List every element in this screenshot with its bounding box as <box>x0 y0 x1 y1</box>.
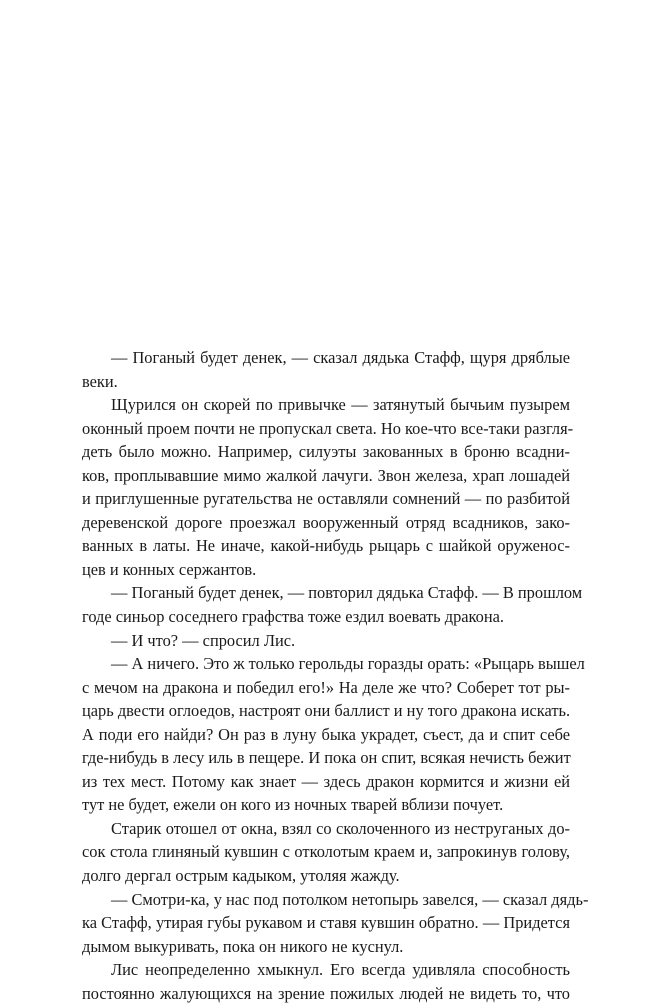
text-line: оконный проем почти не пропускал света. Но кое-что все-таки разгля- <box>82 418 574 438</box>
text-line: и приглушенные ругательства не оставляли сомнений — по разбитой <box>82 489 570 509</box>
body-text <box>82 346 589 1005</box>
text-line: — А ничего. Это ж только герольды горазды орать: «Рыцарь вышел <box>111 654 585 674</box>
text-line: — Смотри-ка, у нас под потолком нетопырь завелся, — сказал дядь- <box>111 889 589 909</box>
text-line: годе синьор соседнего графства тоже ездил воевать дракона. <box>82 607 505 627</box>
text-line: сок стола глиняный кувшин с отколотым краем и, запрокинув голову, <box>82 842 570 862</box>
text-line: ков, проплывавшие мимо жалкой лачуги. Звон железа, храп лошадей <box>82 465 570 485</box>
text-line: из тех мест. Потому как знает — здесь дракон кормится и жизни ей <box>82 771 570 791</box>
text-line: долго дергал острым кадыком, утоляя жажду. <box>82 866 400 886</box>
text-line: ка Стафф, утирая губы рукавом и ставя кувшин обратно. — Придется <box>82 913 570 933</box>
text-line: — И что? — спросил Лис. <box>111 630 296 650</box>
text-line: цев и конных сержантов. <box>82 559 257 579</box>
text-line: царь двести оглоедов, настроят они баллист и ну того дракона искать. <box>82 701 571 721</box>
text-line: деревенской дороге проезжал вооруженный отряд всадников, зако- <box>82 512 570 532</box>
text-line: с мечом на дракона и победил его!» На деле же что? Соберет тот ры- <box>82 677 570 697</box>
text-line: — Поганый будет денек, — сказал дядька Стафф, щуря дряблые <box>111 348 570 367</box>
text-line: — Поганый будет денек, — повторил дядька Стафф. — В прошлом <box>111 583 583 603</box>
text-line: веки. <box>82 371 118 391</box>
text-line: А поди его найди? Он раз в луну быка украдет, съест, да и спит себе <box>82 724 570 744</box>
text-line: ванных в латы. Не иначе, какой-нибудь рыцарь с шайкой оруженос- <box>82 536 570 556</box>
text-line: Лис неопределенно хмыкнул. Его всегда удивляла способность <box>111 960 570 980</box>
text-line: деть было можно. Например, силуэты закованных в броню всадни- <box>82 442 570 462</box>
text-line: Щурился он скорей по привычке — затянутый бычьим пузырем <box>111 395 570 415</box>
text-line: Старик отошел от окна, взял со сколоченного из неструганых до- <box>111 818 570 838</box>
text-line: постоянно жалующихся на зрение пожилых людей не видеть то, что <box>82 983 570 1003</box>
text-line: тут не будет, ежели он кого из ночных тварей вблизи почует. <box>82 795 504 815</box>
text-line: где-нибудь в лесу иль в пещере. И пока он спит, всякая нечисть бежит <box>82 748 571 768</box>
text-line: дымом выкуривать, пока он никого не куснул. <box>82 936 404 956</box>
